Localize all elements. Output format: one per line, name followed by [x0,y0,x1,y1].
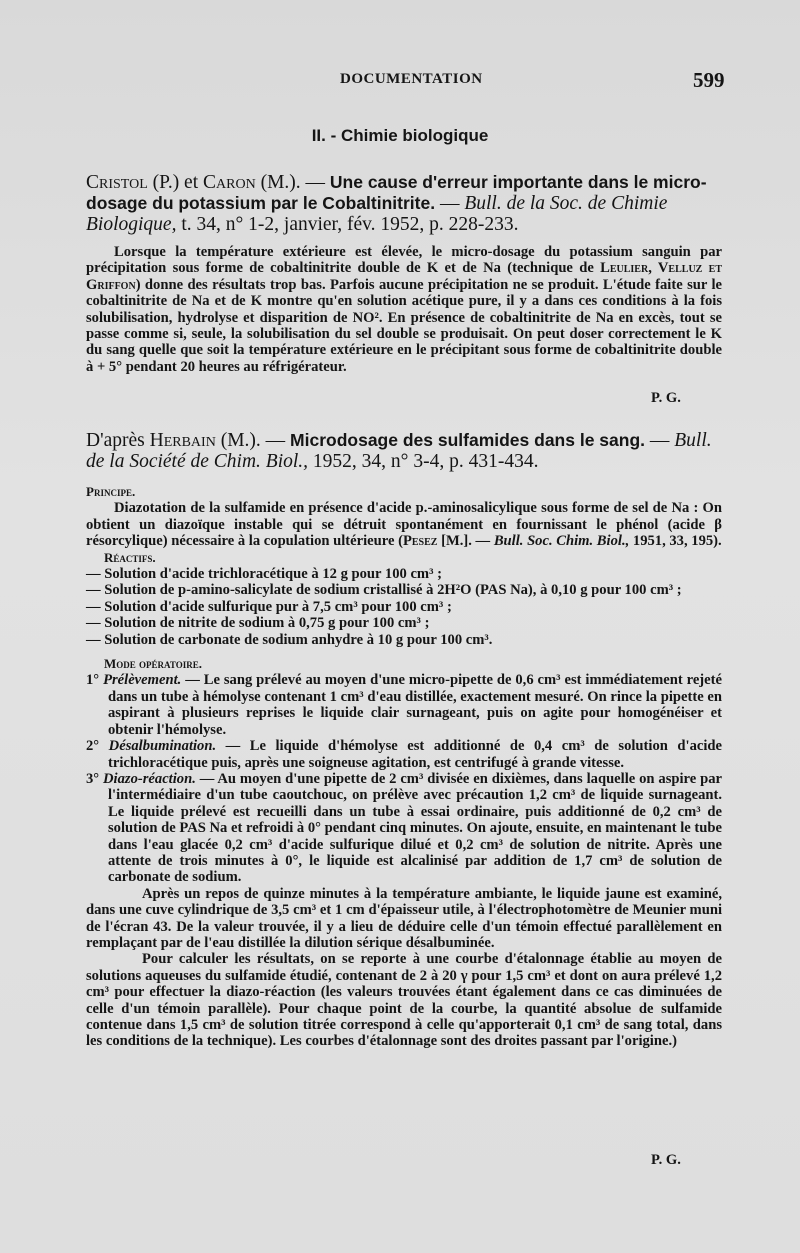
step-number: 3° [86,770,104,787]
reagent-item: — Solution d'acide sulfurique pur à 7,5 cm³ pour 100 cm³ ; [86,598,452,615]
reading-paragraph: Après un repos de quinze minutes à la température ambiante, le liquide jaune est examiné, dans une cuve cylindrique de 3,5 cm³ et 1 cm d'épaisseur utile, à l'électrophotomètre de Meunier muni de l'écran 43. De la valeur trouvée, il y a lieu de déduire celle d'un témoin effectué parallèlement en remplaçant par de l'eau distillée la dilution sérique désalbuminée. [86,885,722,951]
article2-source-dash: — [645,430,675,451]
step-number: 1° [86,672,104,689]
step-name: Prélèvement. [103,672,182,689]
article1-abstract-text-b: ) donne des résultats trop bas. Parfois aucune précipitation ne se produit. L'étude faite sur le cobaltinitrite de Na et de K montre qu'en solution acétique pure, il y a dans ces conditions à la fois solubilisation, hydrolyse et disparition de NO². En présence de cobaltinitrite de Na en excès, tout se passe comme si, seule, la solubilisation du sel double se produisait. On peut doser correctement le K du sang quelle que soit la température extérieure en le précipitant sous forme de cobaltinitrite double à + 5° pendant 20 heures au réfrigérateur. [86,276,722,375]
reagent-item: — Solution de p-amino-salicylate de sodium cristallisé à 2H²O (PAS Na), à 0,10 g pour 100 cm³ ; [86,582,682,599]
article2-prefix: D'après [86,430,145,451]
article1-author-2-initial: (M.). — [260,172,326,193]
article1-volume: t. 34, n° 1-2, janvier, fév. 1952, p. 228-233. [176,214,519,235]
article1-journal: Bull. de la Soc. de Chimie Biologique, [86,193,668,235]
reactifs-heading: Réactifs. [104,549,156,565]
article2-author: Herbain [149,430,216,451]
principe-heading: Principe. [86,484,136,499]
principe-author: Pesez [402,533,438,550]
article1-source-dash: — [435,193,465,214]
mode-heading: Mode opératoire. [104,656,202,672]
article2-title: Microdosage des sulfamides dans le sang. [290,430,646,450]
step-name: Diazo-réaction. [103,770,196,787]
article2-citation [86,430,726,472]
article1-abstract-text-a: Lorsque la température extérieure est élevée, le micro-dosage du potassium sanguin par précipitation sous forme de cobaltinitrite double de K et de Na (technique de [86,244,722,277]
article2-body [86,484,722,1050]
article1-citation [86,172,726,235]
page-number: 599 [693,68,725,92]
section-heading: II. - Chimie biologique [311,126,489,145]
step-item [86,771,722,886]
article1-author-1-initial: (P.) et [152,172,199,193]
reagent-item: — Solution de carbonate de sodium anhydre à 10 g pour 100 cm³. [86,631,493,648]
reagent-item: — Solution d'acide trichloracétique à 12 g pour 100 cm³ ; [86,566,442,583]
running-head [0,68,800,92]
article2-journal: Bull. de la Société de Chim. Biol., [86,430,712,472]
principe-paragraph [86,500,722,549]
principe-text-b: [M.]. — [437,533,494,550]
article1-abstract-authors: Leulier, Velluz et Griffon [86,260,722,293]
step-text: — Au moyen d'une pipette de 2 cm³ divisée en dixièmes, dans laquelle on aspire par l'intermédiaire d'un tube caoutchouc, on prélève avec précaution 1,2 cm³ de liquide surnageant. Le liquide prélevé est recueilli dans un tube à essai ordinaire, puis additionné de 0,2 cm³ de solution de PAS Na et refroidi à 0° pendant cinq minutes. On ajoute, ensuite, en maintenant le tube dans l'eau glacée 0,2 cm³ d'acide sulfurique dilué et 0,2 cm³ de solution de nitrite. Après une attente de trois minutes à 0°, le liquide est alcalinisé par addition de 1,7 cm³ de solution de carbonate de sodium. [108,770,722,886]
principe-journal: Bull. Soc. Chim. Biol., [493,533,630,550]
step-number: 2° [86,738,109,755]
step-text: — Le sang prélevé au moyen d'une micro-pipette de 0,6 cm³ est immédiatement rejeté dans un tube à hémolyse contenant 1 cm³ d'eau distillée, exactement mesuré. On rince la pipette en aspirant à plusieurs reprises le liquide clair surnageant, puis on agite pour homogénéiser et obtenir l'hémolyse. [108,672,722,738]
article2-signature: P. G. [651,1152,681,1168]
step-name: Désalbumination. [108,738,217,755]
article1-author-1: Cristol [86,172,148,193]
step-item [86,738,722,771]
running-title: DOCUMENTATION [340,71,483,87]
article1-signature: P. G. [651,390,681,406]
calculation-paragraph: Pour calculer les résultats, on se reporte à une courbe d'étalonnage établie au moyen de solutions aqueuses du sulfamide étudié, contenant de 2 à 20 γ pour 1,5 cm³ et dont on aura prélevé 1,2 cm³ pour effectuer la diazo-réaction (les valeurs trouvées étant également dans ce cas diminuées de celle d'un témoin parallèle). Pour chaque point de la courbe, la quantité absolue de sulfamide contenue dans 1,5 cm³ de solution titrée correspond à celle qu'apporterait 0,1 cm³ de sang total, dans les conditions de la technique). Les courbes d'étalonnage sont des droites passant par l'origine.) [86,951,722,1050]
step-text: — Le liquide d'hémolyse est additionné de 0,4 cm³ de solution d'acide trichloracétique puis, après une soigneuse agitation, est centrifugé à grande vitesse. [108,738,722,771]
article1-abstract [86,244,722,375]
article2-volume: 1952, 34, n° 3-4, p. 431-434. [308,451,539,472]
principe-text-c: 1951, 33, 195). [629,533,722,550]
article2-author-initial: (M.). — [220,430,286,451]
principe-text-a: Diazotation de la sulfamide en présence d'acide p.-aminosalicylique sous forme de sel de Na : On obtient un diazoïque instable qui se détruit spontanément en fournissant le phénol (acide β résorcylique) nécessaire à la copulation ultérieure ( [86,500,722,550]
article1-title: Une cause d'erreur importante dans le micro-dosage du potassium par le Cobaltinitrite. [86,172,707,213]
step-item [86,672,722,738]
reagent-item: — Solution de nitrite de sodium à 0,75 g pour 100 cm³ ; [86,615,430,632]
article1-author-2: Caron [203,172,256,193]
